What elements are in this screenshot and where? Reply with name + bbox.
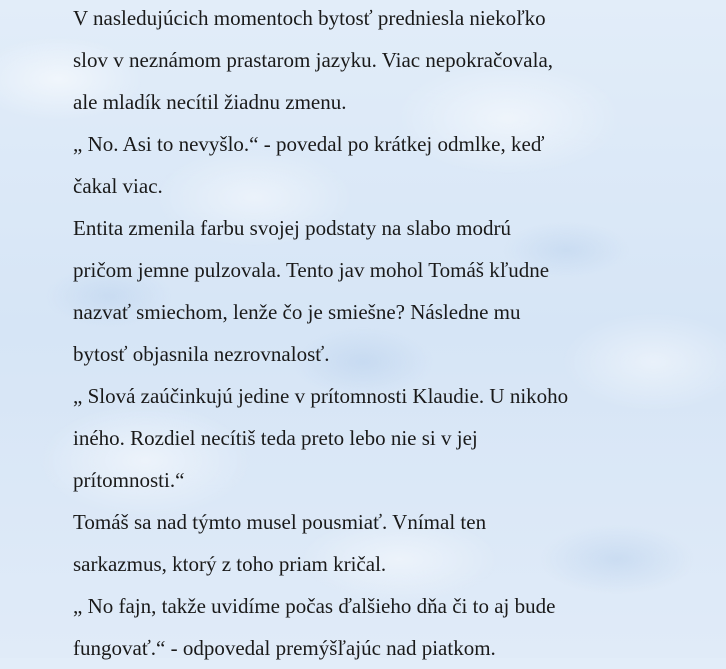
text-line: nazvať smiechom, lenže čo je smiešne? Následne mu <box>73 300 521 324</box>
text-line: „ No. Asi to nevyšlo.“ - povedal po krátkej odmlke, keď <box>73 132 545 156</box>
document-page <box>73 0 713 669</box>
text-line: sarkazmus, ktorý z toho priam kričal. <box>73 552 387 576</box>
text-line: bytosť objasnila nezrovnalosť. <box>73 342 330 366</box>
text-line: Tomáš sa nad týmto musel pousmiať. Vnímal ten <box>73 510 487 534</box>
text-line: fungovať.“ - odpovedal premýšľajúc nad piatkom. <box>73 636 496 660</box>
text-line: „ Slová zaúčinkujú jedine v prítomnosti Klaudie. U nikoho <box>73 384 569 408</box>
text-line: iného. Rozdiel necítiš teda preto lebo nie si v jej <box>73 426 478 450</box>
text-line: „ No fajn, takže uvidíme počas ďalšieho dňa či to aj bude <box>73 594 556 618</box>
text-line: slov v neznámom prastarom jazyku. Viac nepokračovala, <box>73 48 554 72</box>
text-line: V nasledujúcich momentoch bytosť predniesla niekoľko <box>73 6 546 30</box>
text-line: pričom jemne pulzovala. Tento jav mohol Tomáš kľudne <box>73 258 550 282</box>
text-line: ale mladík necítil žiadnu zmenu. <box>73 90 347 114</box>
text-line: čakal viac. <box>73 174 163 198</box>
text-line: Entita zmenila farbu svojej podstaty na slabo modrú <box>73 216 511 240</box>
text-line: prítomnosti.“ <box>73 468 185 492</box>
